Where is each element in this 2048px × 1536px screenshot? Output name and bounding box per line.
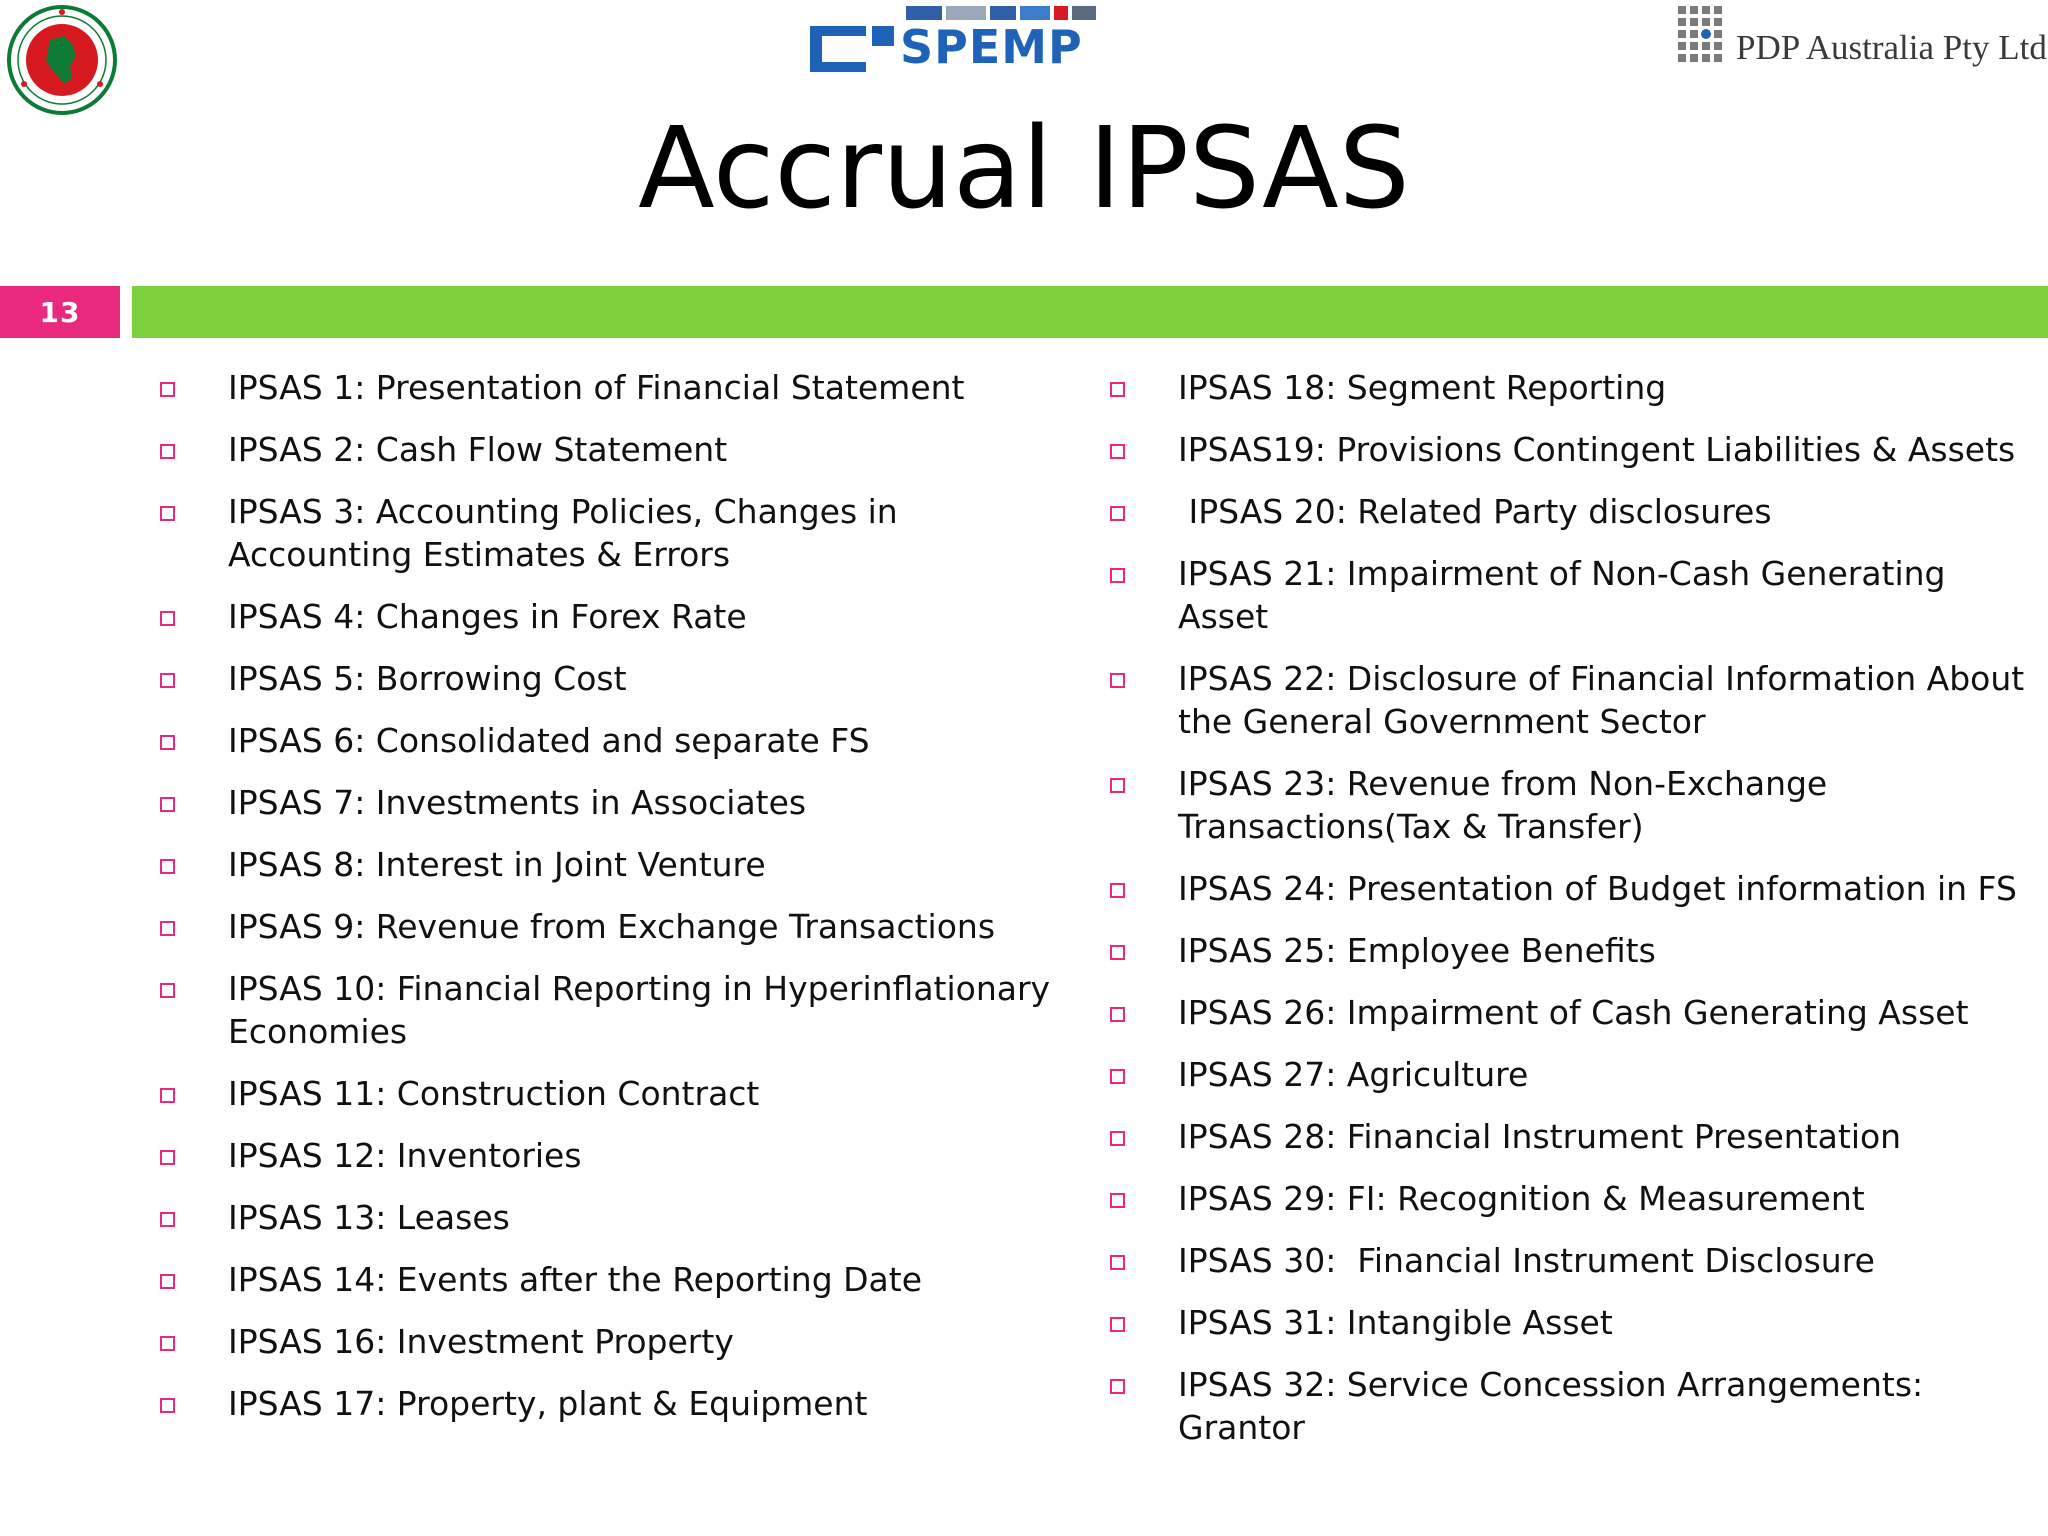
partner-logo: [1676, 2, 2046, 66]
list-item: [1108, 1301, 2038, 1344]
list-item: [158, 1134, 1058, 1177]
ipsas-list-right: [1108, 366, 2038, 1468]
list-item: [1108, 991, 2038, 1034]
list-item: [1108, 490, 2038, 533]
list-item-text: IPSAS 1: Presentation of Financial Statement: [228, 368, 965, 407]
list-item: [158, 1320, 1058, 1363]
square-bullet-icon: [1110, 1131, 1125, 1146]
list-item-text: IPSAS 7: Investments in Associates: [228, 783, 807, 822]
list-item: [1108, 1053, 2038, 1096]
square-bullet-icon: [1110, 382, 1125, 397]
square-bullet-icon: [160, 1088, 175, 1103]
list-item-text: IPSAS 24: Presentation of Budget information in FS: [1178, 869, 2017, 908]
square-bullet-icon: [1110, 506, 1125, 521]
list-item-text: IPSAS 14: Events after the Reporting Date: [228, 1260, 923, 1299]
square-bullet-icon: [1110, 778, 1125, 793]
list-item: [158, 843, 1058, 886]
list-item-text: IPSAS 4: Changes in Forex Rate: [228, 597, 747, 636]
square-bullet-icon: [160, 859, 175, 874]
list-item-text: IPSAS 3: Accounting Policies, Changes in Accounting Estimates & Errors: [228, 492, 909, 574]
list-item-text: IPSAS 28: Financial Instrument Presentation: [1178, 1117, 1902, 1156]
square-bullet-icon: [160, 444, 175, 459]
list-item-text: IPSAS 2: Cash Flow Statement: [228, 430, 728, 469]
list-item: [158, 905, 1058, 948]
spemp-mark-icon: [806, 18, 898, 74]
square-bullet-icon: [160, 1336, 175, 1351]
list-item-text: IPSAS 20: Related Party disclosures: [1178, 492, 1772, 531]
list-item: [158, 490, 1058, 576]
list-item-text: IPSAS19: Provisions Contingent Liabilities & Assets: [1178, 430, 2016, 469]
list-item-text: IPSAS 16: Investment Property: [228, 1322, 734, 1361]
list-item-text: IPSAS 13: Leases: [228, 1198, 510, 1237]
partner-logo-text: PDP Australia Pty Ltd: [1736, 28, 2047, 67]
grid-mark-icon: [1676, 4, 1730, 64]
list-item-text: IPSAS 21: Impairment of Non-Cash Generating Asset: [1178, 554, 1957, 636]
list-item-text: IPSAS 18: Segment Reporting: [1178, 368, 1667, 407]
list-item-text: IPSAS 31: Intangible Asset: [1178, 1303, 1613, 1342]
square-bullet-icon: [160, 983, 175, 998]
square-bullet-icon: [1110, 1193, 1125, 1208]
square-bullet-icon: [160, 382, 175, 397]
list-item: [158, 1196, 1058, 1239]
list-item-text: IPSAS 11: Construction Contract: [228, 1074, 760, 1113]
square-bullet-icon: [1110, 444, 1125, 459]
list-item: [158, 1382, 1058, 1425]
square-bullet-icon: [160, 1150, 175, 1165]
list-item-text: IPSAS 5: Borrowing Cost: [228, 659, 627, 698]
square-bullet-icon: [160, 797, 175, 812]
government-emblem-logo: [6, 4, 118, 116]
square-bullet-icon: [1110, 883, 1125, 898]
list-item-text: IPSAS 30: Financial Instrument Disclosure: [1178, 1241, 1875, 1280]
list-item: [158, 657, 1058, 700]
square-bullet-icon: [160, 921, 175, 936]
square-bullet-icon: [1110, 945, 1125, 960]
list-item-text: IPSAS 6: Consolidated and separate FS: [228, 721, 870, 760]
square-bullet-icon: [160, 506, 175, 521]
list-item-text: IPSAS 26: Impairment of Cash Generating Asset: [1178, 993, 1969, 1032]
list-item-text: IPSAS 8: Interest in Joint Venture: [228, 845, 766, 884]
list-item: [1108, 428, 2038, 471]
list-item-text: IPSAS 25: Employee Benefits: [1178, 931, 1656, 970]
spemp-logo: [806, 2, 1102, 74]
list-item-text: IPSAS 22: Disclosure of Financial Information About the General Government Sector: [1178, 659, 2035, 741]
list-item: [1108, 1177, 2038, 1220]
list-item: [158, 595, 1058, 638]
square-bullet-icon: [1110, 1007, 1125, 1022]
list-item: [1108, 929, 2038, 972]
list-item: [1108, 552, 2038, 638]
spemp-banner-icon: [906, 6, 1096, 20]
list-item-text: IPSAS 29: FI: Recognition & Measurement: [1178, 1179, 1865, 1218]
list-item: [158, 366, 1058, 409]
list-item: [1108, 1363, 2038, 1449]
square-bullet-icon: [160, 735, 175, 750]
title-divider-bar: [132, 286, 2048, 338]
square-bullet-icon: [160, 673, 175, 688]
ipsas-list-left: [158, 366, 1061, 1444]
list-item: [158, 719, 1058, 762]
square-bullet-icon: [160, 1398, 175, 1413]
square-bullet-icon: [1110, 1379, 1125, 1394]
list-item: [1108, 1239, 2038, 1282]
list-item: [1108, 867, 2038, 910]
square-bullet-icon: [1110, 673, 1125, 688]
square-bullet-icon: [160, 1274, 175, 1289]
list-item-text: IPSAS 32: Service Concession Arrangements: Grantor: [1178, 1365, 1934, 1447]
list-item-text: IPSAS 9: Revenue from Exchange Transactions: [228, 907, 996, 946]
list-item: [1108, 762, 2038, 848]
spemp-logo-text: SPEMP: [900, 20, 1083, 74]
square-bullet-icon: [160, 611, 175, 626]
list-item-text: IPSAS 17: Property, plant & Equipment: [228, 1384, 868, 1423]
list-item: [158, 428, 1058, 471]
square-bullet-icon: [1110, 568, 1125, 583]
square-bullet-icon: [1110, 1317, 1125, 1332]
list-item-text: IPSAS 23: Revenue from Non-Exchange Transactions(Tax & Transfer): [1178, 764, 1838, 846]
list-item-text: IPSAS 12: Inventories: [228, 1136, 582, 1175]
square-bullet-icon: [1110, 1255, 1125, 1270]
list-item: [1108, 1115, 2038, 1158]
list-item: [158, 1258, 1058, 1301]
list-item: [1108, 657, 2038, 743]
slide-number-badge: 13: [0, 286, 120, 338]
list-item: [158, 781, 1058, 824]
list-item-text: IPSAS 27: Agriculture: [1178, 1055, 1529, 1094]
list-item: [158, 967, 1061, 1053]
square-bullet-icon: [1110, 1069, 1125, 1084]
square-bullet-icon: [160, 1212, 175, 1227]
list-item-text: IPSAS 10: Financial Reporting in Hyperinflationary Economies: [228, 969, 1061, 1051]
slide-title: Accrual IPSAS: [638, 104, 1410, 234]
list-item: [1108, 366, 2038, 409]
list-item: [158, 1072, 1058, 1115]
